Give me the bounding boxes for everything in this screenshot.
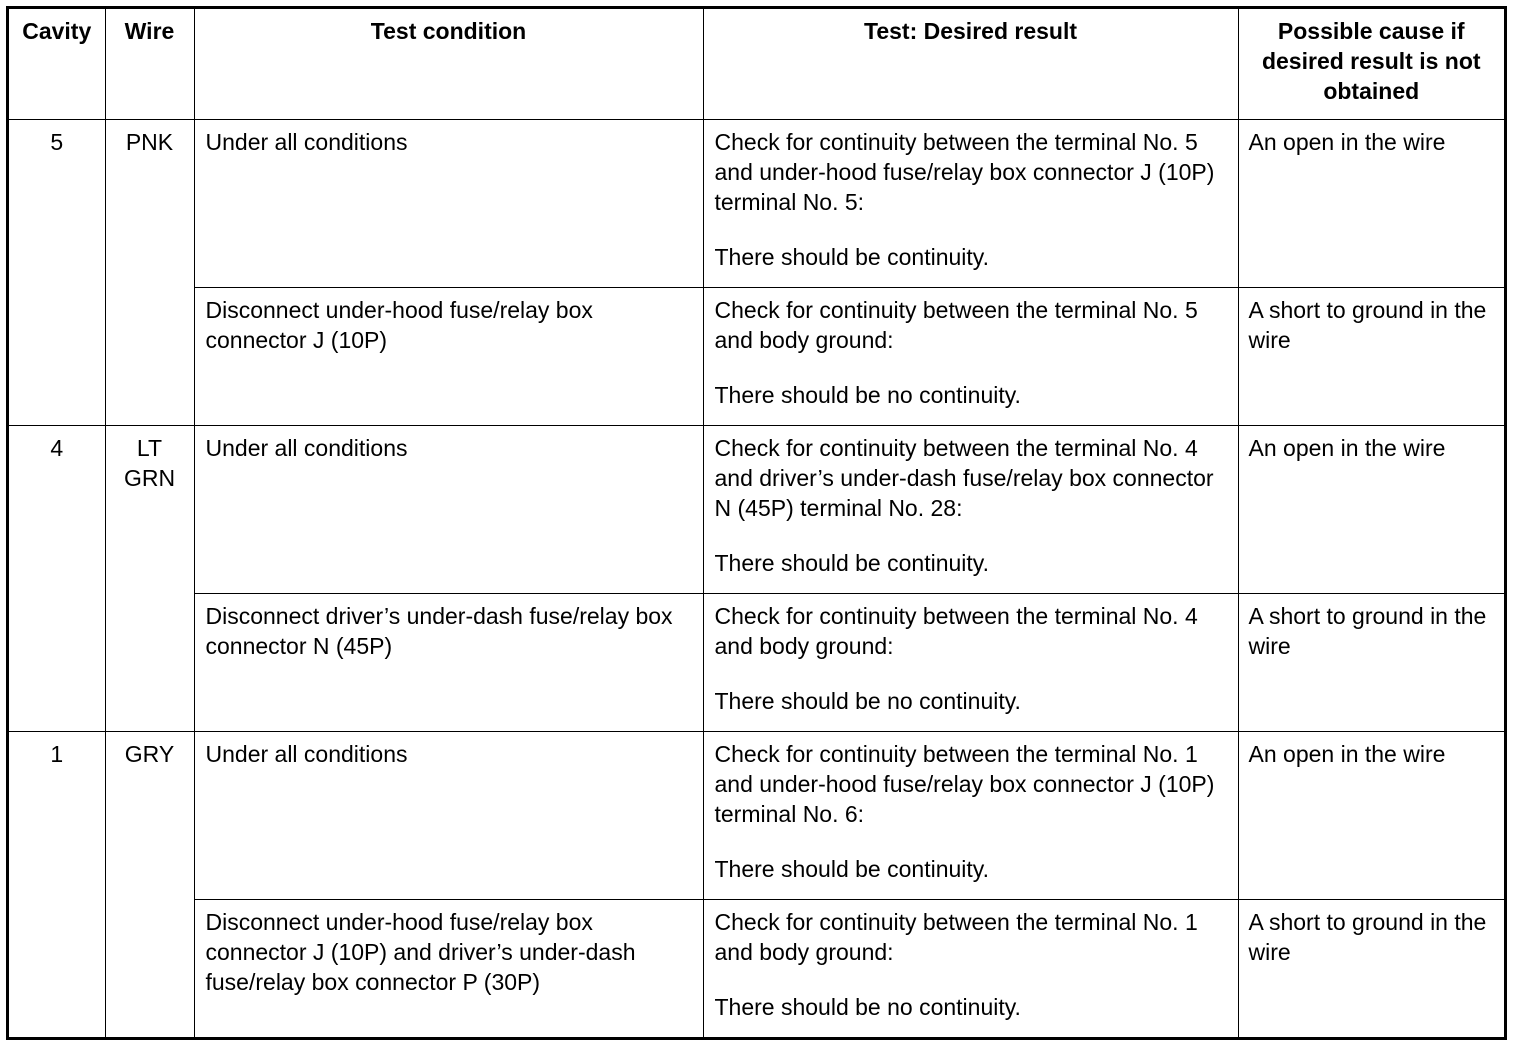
header-cavity: Cavity xyxy=(9,9,105,120)
table-row xyxy=(9,732,1504,900)
wire-cell: PNK xyxy=(105,120,194,426)
table-row xyxy=(9,288,1504,426)
test-condition-cell: Under all conditions xyxy=(194,732,703,900)
circuit-test-table xyxy=(9,9,1504,1038)
header-possible-cause: Possible cause if desired result is not obtained xyxy=(1238,9,1504,120)
result-instruction: Check for continuity between the terminal No. 4 and body ground: xyxy=(714,603,1198,659)
table-row xyxy=(9,120,1504,288)
result-instruction: Check for continuity between the terminal No. 5 and body ground: xyxy=(714,297,1198,353)
result-expected: There should be continuity. xyxy=(714,550,989,576)
result-expected: There should be no continuity. xyxy=(714,994,1021,1020)
possible-cause-cell: An open in the wire xyxy=(1238,732,1504,900)
table-header-row xyxy=(9,9,1504,120)
result-instruction: Check for continuity between the terminal No. 1 and under-hood fuse/relay box connector J (10P) terminal No. 6: xyxy=(714,741,1215,827)
table-row xyxy=(9,594,1504,732)
test-condition-cell: Disconnect driver’s under-dash fuse/relay box connector N (45P) xyxy=(194,594,703,732)
possible-cause-cell: A short to ground in the wire xyxy=(1238,900,1504,1038)
diagnostic-table-frame xyxy=(6,6,1507,1040)
cavity-cell: 5 xyxy=(9,120,105,426)
test-condition-cell: Under all conditions xyxy=(194,120,703,288)
desired-result-cell xyxy=(703,900,1238,1038)
wire-cell: GRY xyxy=(105,732,194,1038)
result-expected: There should be continuity. xyxy=(714,244,989,270)
result-expected: There should be no continuity. xyxy=(714,382,1021,408)
wire-cell: LT GRN xyxy=(105,426,194,732)
desired-result-cell xyxy=(703,288,1238,426)
result-expected: There should be continuity. xyxy=(714,856,989,882)
result-instruction: Check for continuity between the terminal No. 5 and under-hood fuse/relay box connector J (10P) terminal No. 5: xyxy=(714,129,1215,215)
desired-result-cell xyxy=(703,594,1238,732)
desired-result-cell xyxy=(703,426,1238,594)
result-instruction: Check for continuity between the terminal No. 4 and driver’s under-dash fuse/relay box connector N (45P) terminal No. 28: xyxy=(714,435,1214,521)
header-desired-result: Test: Desired result xyxy=(703,9,1238,120)
desired-result-cell xyxy=(703,120,1238,288)
result-expected: There should be no continuity. xyxy=(714,688,1021,714)
result-instruction: Check for continuity between the terminal No. 1 and body ground: xyxy=(714,909,1198,965)
cavity-cell: 1 xyxy=(9,732,105,1038)
possible-cause-cell: A short to ground in the wire xyxy=(1238,288,1504,426)
desired-result-cell xyxy=(703,732,1238,900)
test-condition-cell: Disconnect under-hood fuse/relay box connector J (10P) xyxy=(194,288,703,426)
possible-cause-cell: A short to ground in the wire xyxy=(1238,594,1504,732)
test-condition-cell: Under all conditions xyxy=(194,426,703,594)
cavity-cell: 4 xyxy=(9,426,105,732)
header-test-condition: Test condition xyxy=(194,9,703,120)
test-condition-cell: Disconnect under-hood fuse/relay box connector J (10P) and driver’s under-dash fuse/relay box connector P (30P) xyxy=(194,900,703,1038)
table-row xyxy=(9,426,1504,594)
header-wire: Wire xyxy=(105,9,194,120)
table-row xyxy=(9,900,1504,1038)
possible-cause-cell: An open in the wire xyxy=(1238,426,1504,594)
possible-cause-cell: An open in the wire xyxy=(1238,120,1504,288)
